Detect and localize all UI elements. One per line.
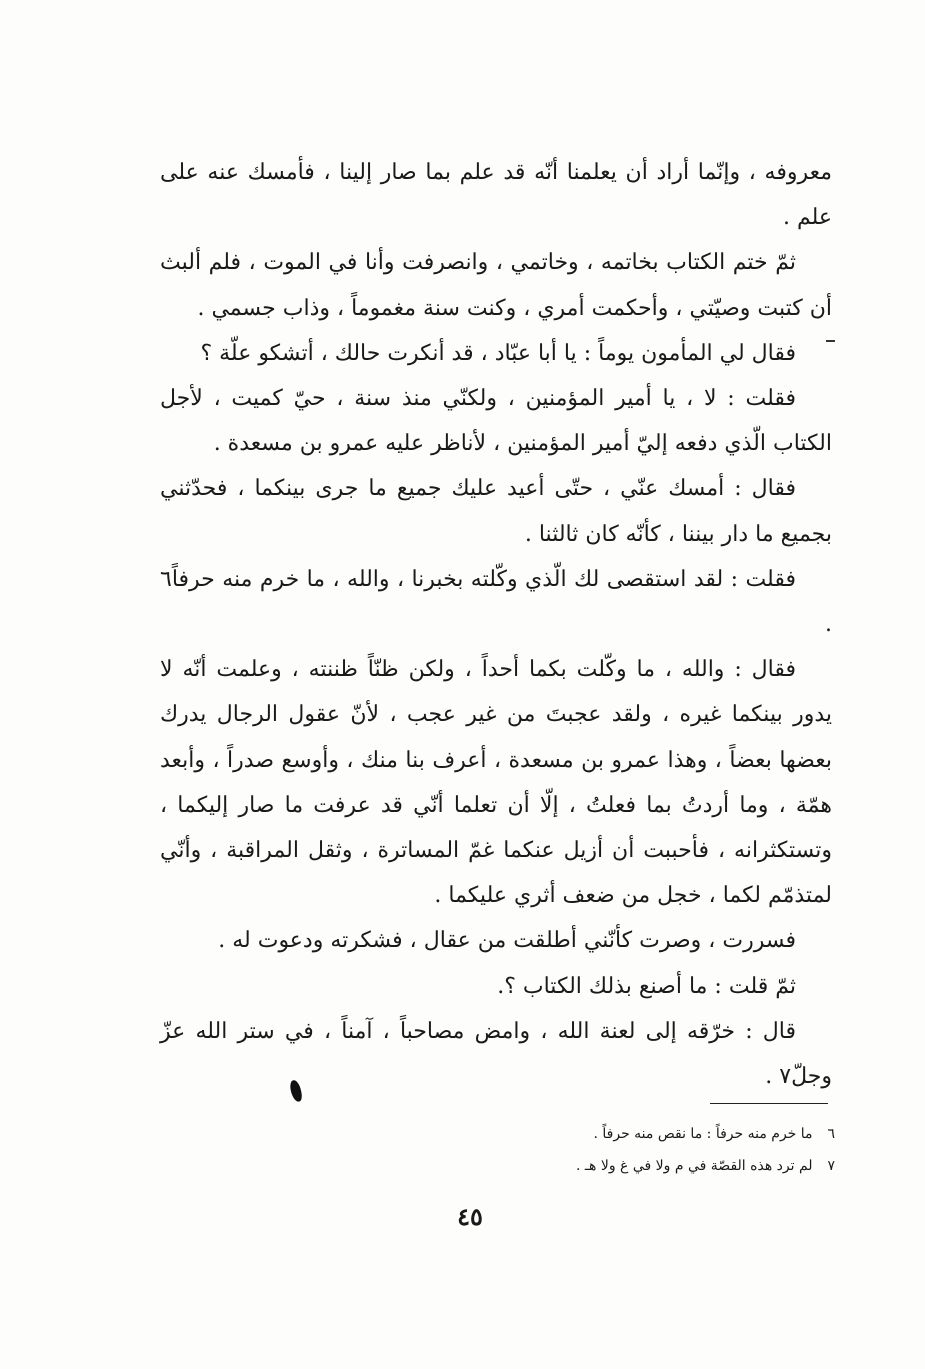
footnote-divider: [710, 1103, 828, 1104]
paragraph-9: ثمّ قلت : ما أصنع بذلك الكتاب ؟.: [497, 973, 796, 999]
paragraph-2: ثمّ ختم الكتاب بخاتمه ، وخاتمي ، وانصرفت وأنا في الموت ، فلم ألبث أن كتبت وصيّتي ، وأحكمت أمري ، وكنت سنة مغموماً ، وذاب جسمي .: [160, 250, 832, 321]
paragraph-8: فسررت ، وصرت كأنّني أطلقت من عقال ، فشكرته ودعوت له .: [218, 928, 796, 954]
paragraph-1: معروفه ، وإنّما أراد أن يعلمنا أنّه قد علم بما صار إلينا ، فأمسك عنه على علم .: [160, 160, 832, 231]
footnote-7: [480, 1150, 835, 1182]
main-text: [160, 150, 832, 1099]
footnote-6: [480, 1118, 835, 1150]
page-number: ٤٥: [457, 1202, 483, 1231]
scan-mark: [826, 340, 835, 342]
paragraph-7: فقال : والله ، ما وكّلت بكما أحداً ، ولكن ظنّاً ظننته ، وعلمت أنّه لا يدور بينكما غيره ، ولقد عجبتَ من غير عجب ، لأنّ عقول الرجال يدرك بعضها بعضاً ، وهذا عمرو بن مسعدة ، أعرف بنا منك ، وأوسع صدراً ، وأبعد همّة ، وما أردتُ بما فعلتُ ، إلّا أن تعلما أنّي قد عرفت ما صار إليكما ، وتستكثرانه ، فأحببت أن أزيل عنكما غمّ المساترة ، وثقل المراقبة ، وأنّي لمتذمّم لكما ، خجل من ضعف أثري عليكما .: [160, 657, 832, 909]
paragraph-3: فقال لي المأمون يوماً : يا أبا عبّاد ، قد أنكرت حالك ، أتشكو علّة ؟: [200, 340, 796, 366]
footnote-text: لم ترد هذه القصّة في م ولا في غ ولا هـ .: [576, 1158, 813, 1174]
footnotes: [480, 1118, 835, 1182]
footnote-number: ٦: [827, 1126, 835, 1142]
footnote-number: ٧: [827, 1158, 835, 1174]
footnote-text: ما خرم منه حرفاً : ما نقص منه حرفاً .: [593, 1126, 813, 1142]
paragraph-5: فقال : أمسك عنّي ، حتّى أعيد عليك جميع ما جرى بينكما ، فحدّثني بجميع ما دار بيننا ، كأنّه كان ثالثنا .: [160, 476, 832, 547]
paragraph-10: قال : خرّقه إلى لعنة الله ، وامض مصاحباً ، آمناً ، في ستر الله عزّ وجلّ٧ .: [160, 1018, 832, 1090]
paragraph-4: فقلت : لا ، يا أمير المؤمنين ، ولكنّي منذ سنة ، حيّ كميت ، لأجل الكتاب الّذي دفعه إليّ أمير المؤمنين ، لأناظر عليه عمرو بن مسعدة .: [160, 386, 832, 457]
paragraph-6: فقلت : لقد استقصى لك الّذي وكّلته بخبرنا ، والله ، ما خرم منه حرفاً٦ .: [160, 566, 832, 638]
